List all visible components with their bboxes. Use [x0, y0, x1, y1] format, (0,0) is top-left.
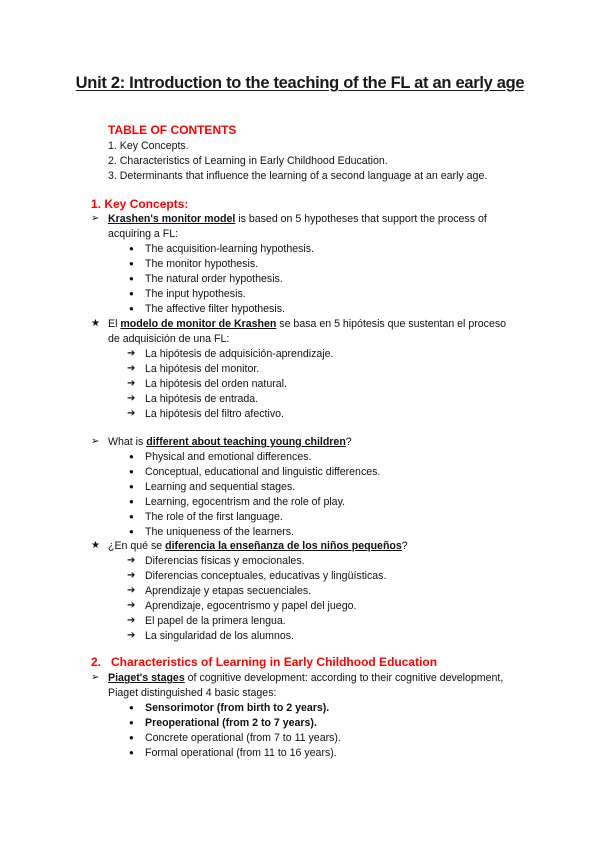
list-item: Diferencias conceptuales, educativas y lingüísticas.: [145, 570, 387, 582]
list-item: The affective filter hypothesis.: [145, 303, 285, 315]
list-item: Preoperational (from 2 to 7 years).: [145, 717, 317, 729]
arrowhead-bullet-icon: ➢: [91, 213, 100, 224]
toc-item: 3. Determinants that influence the learning of a second language at an early age.: [108, 170, 488, 182]
list-item: The uniqueness of the learners.: [145, 526, 294, 538]
bullet-icon: ●: [129, 748, 134, 757]
krashen-en-keyword: Krashen's monitor model: [108, 213, 236, 225]
arrow-bullet-icon: ➔: [127, 570, 136, 581]
bullet-icon: ●: [129, 452, 134, 461]
section-heading-characteristics: 2. Characteristics of Learning in Early Childhood Education: [91, 655, 438, 669]
diff-en-keyword: different about teaching young children: [146, 436, 346, 448]
krashen-es-paragraph: El modelo de monitor de Krashen se basa en 5 hipótesis que sustentan el proceso: [108, 318, 507, 330]
list-item: Diferencias físicas y emocionales.: [145, 555, 305, 567]
bullet-icon: ●: [129, 244, 134, 253]
list-item: Sensorimotor (from birth to 2 years).: [145, 702, 330, 714]
list-item: Concrete operational (from 7 to 11 years).: [145, 732, 341, 744]
list-item: La singularidad de los alumnos.: [145, 630, 294, 642]
list-item: Aprendizaje, egocentrismo y papel del juego.: [145, 600, 357, 612]
bullet-icon: ●: [129, 304, 134, 313]
bullet-icon: ●: [129, 467, 134, 476]
diff-en-paragraph: What is different about teaching young children?: [108, 436, 352, 448]
page-title: Unit 2: Introduction to the teaching of the FL at an early age: [75, 74, 525, 92]
list-item: Physical and emotional differences.: [145, 451, 312, 463]
arrow-bullet-icon: ➔: [127, 555, 136, 566]
list-item: Learning and sequential stages.: [145, 481, 296, 493]
bullet-icon: ●: [129, 289, 134, 298]
bullet-icon: ●: [129, 497, 134, 506]
list-item: La hipótesis de adquisición-aprendizaje.: [145, 348, 334, 360]
bullet-icon: ●: [129, 512, 134, 521]
list-item: The input hypothesis.: [145, 288, 246, 300]
toc-item: 2. Characteristics of Learning in Early Childhood Education.: [108, 155, 388, 167]
arrow-bullet-icon: ➔: [127, 363, 136, 374]
list-item: Aprendizaje y etapas secuenciales.: [145, 585, 312, 597]
bullet-icon: ●: [129, 259, 134, 268]
toc-item: 1. Key Concepts.: [108, 140, 189, 152]
section-heading-key-concepts: 1. Key Concepts:: [91, 197, 189, 211]
piaget-keyword: Piaget's stages: [108, 672, 185, 684]
list-item: The monitor hypothesis.: [145, 258, 259, 270]
list-item: Formal operational (from 11 to 16 years).: [145, 747, 337, 759]
diff-es-keyword: diferencia la enseñanza de los niños pequeños: [165, 540, 402, 552]
piaget-paragraph: Piaget's stages of cognitive development: according to their cognitive development,: [108, 672, 504, 684]
list-item: Learning, egocentrism and the role of play.: [145, 496, 346, 508]
diff-es-paragraph: ¿En qué se diferencia la enseñanza de los niños pequeños?: [108, 540, 408, 552]
list-item: The acquisition-learning hypothesis.: [145, 243, 315, 255]
bullet-icon: ●: [129, 527, 134, 536]
list-item: La hipótesis de entrada.: [145, 393, 259, 405]
list-item: La hipótesis del filtro afectivo.: [145, 408, 284, 420]
list-item: The role of the first language.: [145, 511, 283, 523]
arrowhead-bullet-icon: ➢: [91, 672, 100, 683]
list-item: The natural order hypothesis.: [145, 273, 283, 285]
bullet-icon: ●: [129, 482, 134, 491]
arrow-bullet-icon: ➔: [127, 348, 136, 359]
list-item: La hipótesis del orden natural.: [145, 378, 287, 390]
list-item: El papel de la primera lengua.: [145, 615, 286, 627]
list-item: La hipótesis del monitor.: [145, 363, 260, 375]
arrow-bullet-icon: ➔: [127, 393, 136, 404]
bullet-icon: ●: [129, 718, 134, 727]
krashen-es-line2: de adquisición de una FL:: [108, 333, 230, 345]
star-bullet-icon: ★: [91, 540, 100, 551]
bullet-icon: ●: [129, 274, 134, 283]
arrow-bullet-icon: ➔: [127, 630, 136, 641]
arrow-bullet-icon: ➔: [127, 600, 136, 611]
bullet-icon: ●: [129, 703, 134, 712]
bullet-icon: ●: [129, 733, 134, 742]
star-bullet-icon: ★: [91, 318, 100, 329]
arrow-bullet-icon: ➔: [127, 378, 136, 389]
arrow-bullet-icon: ➔: [127, 615, 136, 626]
krashen-es-keyword: modelo de monitor de Krashen: [120, 318, 277, 330]
piaget-line2: Piaget distinguished 4 basic stages:: [108, 687, 277, 699]
list-item: Conceptual, educational and linguistic differences.: [145, 466, 381, 478]
krashen-en-line2: acquiring a FL:: [108, 228, 179, 240]
arrow-bullet-icon: ➔: [127, 585, 136, 596]
arrow-bullet-icon: ➔: [127, 408, 136, 419]
arrowhead-bullet-icon: ➢: [91, 436, 100, 447]
krashen-en-paragraph: Krashen's monitor model is based on 5 hypotheses that support the process of: [108, 213, 487, 225]
toc-heading: TABLE OF CONTENTS: [108, 123, 237, 137]
